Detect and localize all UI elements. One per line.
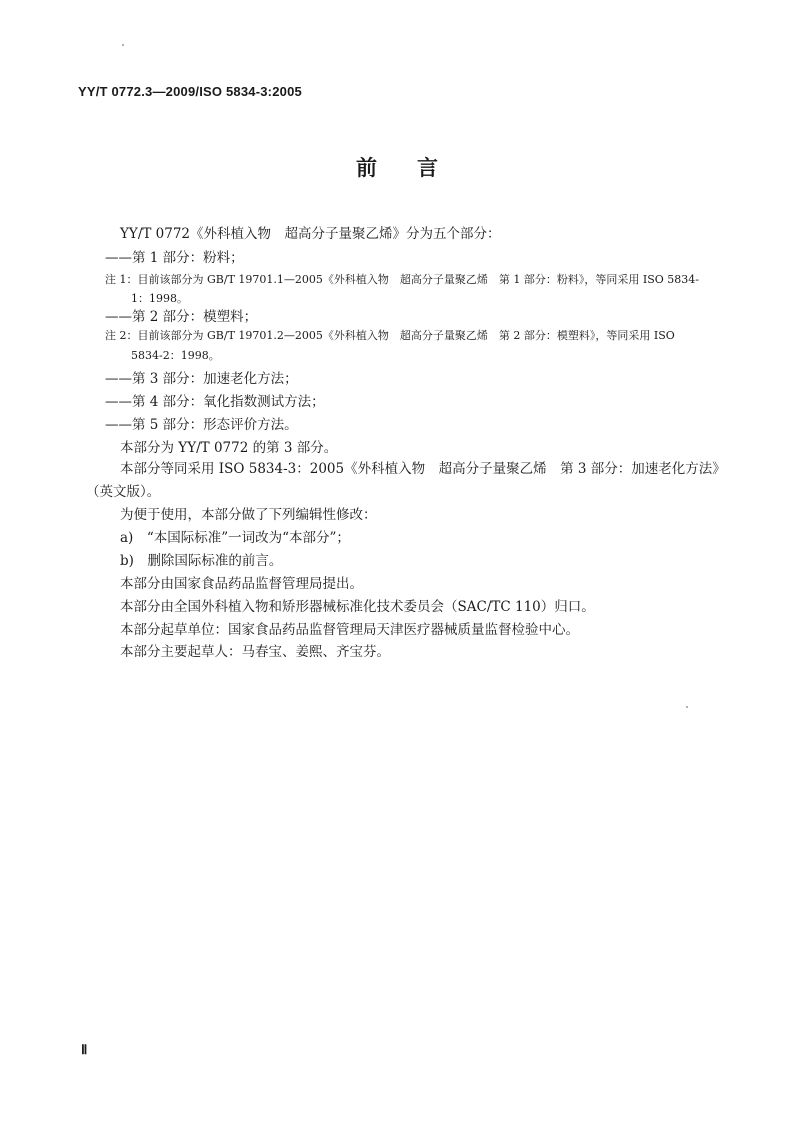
list-item-part-5: ——第 5 部分：形态评价方法。 [105,417,298,433]
page-title: 前言 [356,156,478,180]
paragraph-drafting-unit: 本部分起草单位：国家食品药品监督管理局天津医疗器械质量监督检验中心。 [120,622,579,638]
paragraph-edits-intro: 为便于使用，本部分做了下列编辑性修改： [120,507,377,523]
note-2-line-2: 5834-2：1998。 [131,349,220,362]
scan-speck [122,44,124,46]
list-item-part-2: ——第 2 部分：模塑料； [105,309,258,325]
list-item-part-1: ——第 1 部分：粉料； [105,250,244,266]
list-item-part-3: ——第 3 部分：加速老化方法； [105,371,298,387]
standard-code-header: YY/T 0772.3—2009/ISO 5834-3:2005 [78,84,302,99]
edit-item-a: a) “本国际标准”一词改为“本部分”； [120,530,350,546]
list-item-part-4: ——第 4 部分：氧化指数测试方法； [105,394,325,410]
paragraph-committee: 本部分由全国外科植入物和矫形器械标准化技术委员会（SAC/TC 110）归口。 [120,599,595,615]
note-2-line-1: 注 2：目前该部分为 GB/T 19701.2—2005《外科植入物 超高分子量聚乙烯 第 2 部分：模塑料》，等同采用 ISO [105,329,675,342]
paragraph-drafters: 本部分主要起草人：马春宝、姜熙、齐宝芬。 [120,644,390,660]
paragraph-proposer: 本部分由国家食品药品监督管理局提出。 [120,576,363,592]
paragraph-part-statement: 本部分为 YY/T 0772 的第 3 部分。 [120,440,338,456]
note-1-line-1: 注 1：目前该部分为 GB/T 19701.1—2005《外科植入物 超高分子量聚乙烯 第 1 部分：粉料》，等同采用 ISO 5834- [105,273,699,286]
intro-line: YY/T 0772《外科植入物 超高分子量聚乙烯》分为五个部分： [120,226,501,242]
page-number: Ⅱ [81,1042,88,1057]
note-1-line-2: 1：1998。 [131,292,188,305]
edit-item-b: b) 删除国际标准的前言。 [120,553,283,569]
paragraph-adoption-line-1: 本部分等同采用 ISO 5834-3：2005《外科植入物 超高分子量聚乙烯 第 3 部分：加速老化方法》 [120,461,726,477]
paragraph-adoption-line-2: （英文版）。 [86,484,161,500]
scan-speck [686,706,688,708]
